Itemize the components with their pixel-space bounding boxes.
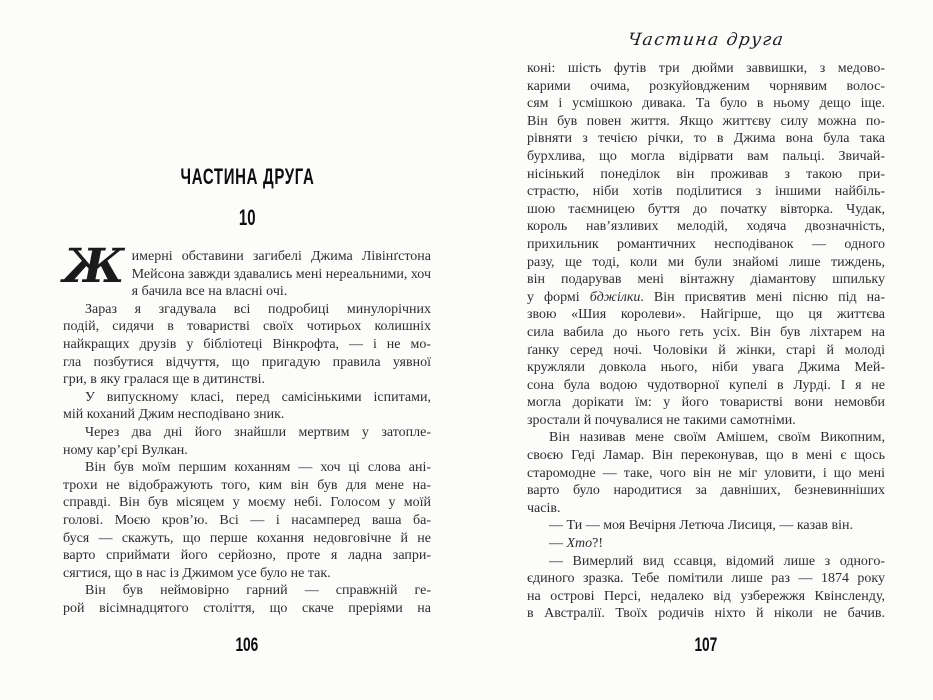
left-page-number: 106: [235, 635, 259, 656]
chapter-number-row: [63, 205, 431, 231]
text-line: Мейсона завжди здавались мені нереальними, хоч: [131, 266, 431, 282]
text-line: Він був неймовірно гарний — справжній ге-: [85, 583, 431, 599]
text-line: гри, в яку гралася ще в дитинстві.: [63, 372, 265, 388]
text-line: карими очима, розкуйовдженим чорнявим волос-: [527, 78, 885, 94]
text-line: могла дорікати їм: у його товаристві вони немовби: [527, 395, 885, 411]
right-page-number: 107: [694, 635, 718, 656]
text-line: сягтися, що в нас із Джимом усе було не так.: [63, 565, 331, 581]
text-line: він подарував мені вінтажну діамантову шпильку: [527, 272, 885, 288]
drop-cap-letter: Ж: [63, 239, 125, 294]
text-line: Він був моїм першим коханням — хоч ці слова ані-: [85, 460, 431, 476]
text-line: сила вабила до нього геть усіх. Він був ліхтарем на: [527, 324, 885, 340]
text-line: прихильник романтичних несподіванок — одного: [527, 236, 885, 252]
text-line: У випускному класі, перед самісінькими іспитами,: [85, 389, 431, 405]
left-page-number-row: [63, 635, 431, 657]
left-page: [63, 0, 431, 700]
part-heading: ЧАСТИНА ДРУГА: [180, 164, 314, 189]
right-page-body: [527, 60, 885, 623]
text-line: рівняти з течією річки, то в Джима вона була така: [527, 131, 885, 147]
text-line: я бачила все на власні очі.: [131, 284, 288, 300]
right-page: [527, 0, 885, 700]
paragraph: [527, 535, 885, 553]
text-line: — Вимерлий вид ссавця, відомий лише з одного-: [549, 553, 885, 569]
part-heading-row: [63, 164, 431, 190]
paragraph: [527, 60, 885, 429]
text-line: звою «Шия королеви». Найгірше, що ця життєва: [527, 307, 885, 323]
text-line: найкращих друзів у бібліотеці Вінкрофта, — і не мо-: [63, 336, 431, 352]
text-line: разу, ще тоді, коли ми були знайомі лише тиждень,: [527, 254, 885, 270]
paragraph: [63, 459, 431, 582]
text-line: рой вісімнадцятого століття, що скаче преріями на: [63, 600, 431, 616]
paragraph: [527, 429, 885, 517]
text-line: мій коханий Джим несподівано зник.: [63, 407, 285, 423]
text-line: сям і усмішкою дивака. Та було в ньому дещо іще.: [527, 96, 885, 112]
text-line: ґанку серед ночі. Чоловіки й жінки, старі й молоді: [527, 342, 885, 358]
text-line: Через два дні його знайшли мертвим у затопле-: [85, 424, 431, 440]
text-line: справді. Він був місяцем у моєму небі. Голосом у моїй: [63, 495, 431, 511]
paragraph: [63, 424, 431, 459]
text-line: єдиного зразка. Тебе помітили лише раз — 1874 року: [527, 571, 885, 587]
text-line: варто було народитися за давніших, безневинніших: [527, 483, 885, 499]
paragraph: [63, 301, 431, 389]
text-line: нісінький понеділок він проживав з такою при-: [527, 166, 885, 182]
paragraph: [527, 553, 885, 623]
running-head-row: [527, 30, 885, 50]
text-line: кружляли довкола нього, ніби увага Джима Мей-: [527, 360, 885, 376]
text-line: Він називав мене своїм Амішем, своїм Викопним,: [549, 430, 885, 446]
paragraph: [63, 239, 431, 301]
text-line: бурхлива, що могла відірвати вам пальці. Звичай-: [527, 148, 885, 164]
text-line: Зараз я згадувала всі подробиці минулорічних: [85, 301, 431, 317]
text-line: шою таємницею буття до початку вівторка. Чудак,: [527, 201, 885, 217]
text-line: гла позбутися відчуття, що пригадую правила уявної: [63, 354, 431, 370]
text-line: трохи не відображують того, ким він був для мене на-: [63, 477, 431, 493]
text-line: зростали й почувалися не такими самотніми.: [527, 412, 796, 428]
text-line: страстю, ніби хотів поділитися з іншими найбіль-: [527, 184, 885, 200]
text-line: в Австралії. Твоїх родичів ніхто й ніколи не бачив.: [527, 606, 885, 622]
text-line: старомодне — таке, чого він не міг уловити, і що мені: [527, 465, 885, 481]
left-page-body: [63, 239, 431, 617]
text-line: буся — скажуть, що перше кохання недовговічне й не: [63, 530, 431, 546]
text-line: коні: шість футів три дюйми заввишки, з медово-: [527, 61, 885, 76]
text-line: голові. Моєю кров’ю. Всі — і насамперед ваша ба-: [63, 512, 431, 528]
paragraph: [527, 517, 885, 535]
text-line: сона була водою чудотворної купелі в Лурді. І я не: [527, 377, 885, 393]
paragraph: [63, 582, 431, 617]
chapter-number: 10: [238, 205, 256, 230]
text-line: — Ти — моя Вечірня Летюча Лисиця, — казав він.: [549, 518, 853, 534]
text-line: имерні обставини загибелі Джима Лівінґстона: [131, 249, 431, 264]
text-line: у формі бджілки. Він присвятив мені пісню під на-: [527, 289, 885, 305]
right-page-number-row: [527, 635, 885, 657]
text-line: ному кар’єрі Вулкан.: [63, 442, 188, 458]
text-line: подій, сидячи в товаристві своїх чотирьох колишніх: [63, 319, 431, 335]
text-line: — Хто?!: [549, 536, 604, 552]
paragraph: [63, 389, 431, 424]
running-head: Частина друга: [626, 30, 786, 50]
text-line: Він був повен життя. Якщо життєву силу можна по-: [527, 113, 885, 129]
text-line: варто сприймати його серйозно, проте я ладна запри-: [63, 548, 431, 564]
text-line: на острові Персі, недалеко від узбережжя Квінсленду,: [527, 588, 885, 604]
text-line: своєю Геді Ламар. Він переконував, що в мені є щось: [527, 448, 885, 464]
text-line: король нав’язливих мелодій, ходяча двозначність,: [527, 219, 885, 235]
text-line: часів.: [527, 500, 561, 516]
